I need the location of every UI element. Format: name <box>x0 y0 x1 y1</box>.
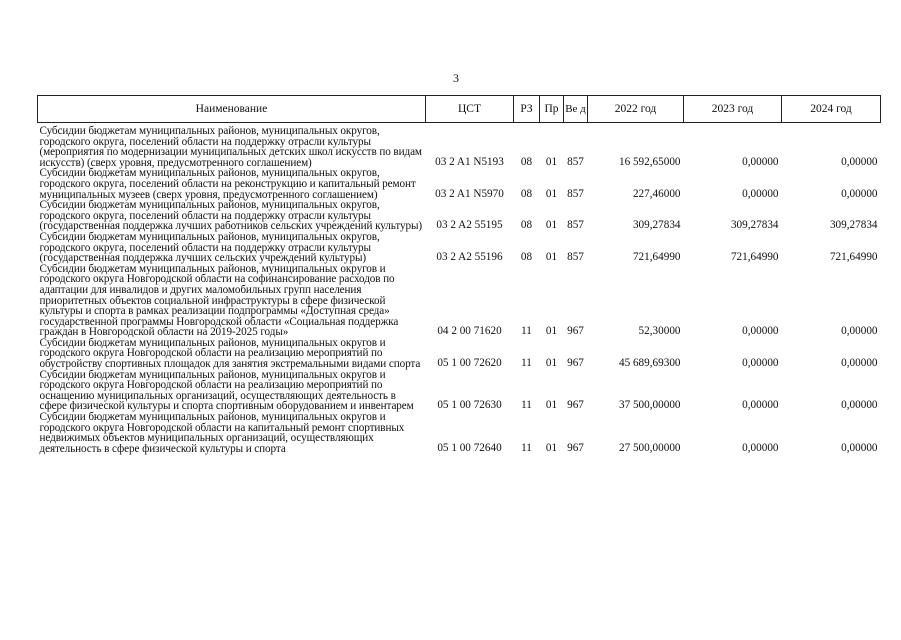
table-row <box>38 200 881 232</box>
row-rz: 08 <box>520 187 533 200</box>
table-row <box>38 338 881 370</box>
header-rz: РЗ <box>514 96 540 123</box>
row-cst: 03 2 A2 55196 <box>436 251 503 264</box>
row-rz: 08 <box>520 219 533 232</box>
row-name: Субсидии бюджетам муниципальных районов, муниципальных округов, городского округа, поселений области на поддержку отрасли культуры (государственная поддержка лучших работников сельских учреждений культуры) <box>39 199 423 233</box>
table-row <box>38 232 881 264</box>
row-2022: 27 500,00000 <box>618 441 681 454</box>
row-2023: 0,00000 <box>742 399 779 412</box>
row-pr: 01 <box>545 187 558 200</box>
row-rz: 11 <box>521 441 532 454</box>
row-2023: 0,00000 <box>742 441 779 454</box>
row-cst: 05 1 00 72630 <box>437 399 502 412</box>
row-cst: 05 1 00 72620 <box>437 357 502 370</box>
row-2023: 721,64990 <box>730 251 779 264</box>
row-pr: 01 <box>545 357 558 370</box>
row-pr: 01 <box>545 155 558 168</box>
table-row <box>38 168 881 200</box>
header-pr: Пр <box>540 96 564 123</box>
row-cst: 03 2 A1 N5193 <box>435 155 504 168</box>
row-2024: 0,00000 <box>841 357 878 370</box>
table-row <box>38 370 881 412</box>
row-cst: 05 1 00 72640 <box>437 441 502 454</box>
row-2022: 721,64990 <box>632 251 681 264</box>
page-number-text: 3 <box>453 71 459 85</box>
row-cst: 03 2 A2 55195 <box>436 219 503 232</box>
row-pr: 01 <box>545 399 558 412</box>
row-2023: 0,00000 <box>742 357 779 370</box>
row-2024: 309,27834 <box>829 219 878 232</box>
row-2024: 0,00000 <box>841 187 878 200</box>
header-name: Наименование <box>38 96 426 123</box>
table-row <box>38 264 881 338</box>
row-pr: 01 <box>545 219 558 232</box>
row-ved: 857 <box>567 251 584 264</box>
row-2023: 0,00000 <box>742 155 779 168</box>
header-2022: 2022 год <box>588 96 684 123</box>
row-ved: 857 <box>567 187 584 200</box>
row-2023: 0,00000 <box>742 325 779 338</box>
row-name: Субсидии бюджетам муниципальных районов, муниципальных округов и городского округа Новгородской области на реализацию мероприятий по оснащению муниципальных организаций, осуществляющих деятельность в сфере физической культуры и спорта спортивным оборудованием и инвентарем <box>39 368 414 413</box>
header-cst: ЦСТ <box>426 96 514 123</box>
row-name: Субсидии бюджетам муниципальных районов, муниципальных округов, городского округа, поселений области на поддержку отрасли культуры (государственная поддержка лучших сельских учреждений культуры) <box>39 230 380 265</box>
row-name: Субсидии бюджетам муниципальных районов, муниципальных округов и городского округа Новгородской области на реализацию мероприятий по обустройству спортивных площадок для занятия экстремальными видами спорта <box>39 336 421 371</box>
row-2024: 0,00000 <box>841 155 878 168</box>
row-2024: 0,00000 <box>841 399 878 412</box>
header-2024: 2024 год <box>782 96 881 123</box>
row-pr: 01 <box>545 325 558 338</box>
row-cst: 03 2 A1 N5970 <box>435 187 504 200</box>
row-2022: 309,27834 <box>632 219 681 232</box>
row-ved: 967 <box>567 441 584 454</box>
row-pr: 01 <box>545 251 558 264</box>
row-ved: 967 <box>567 325 584 338</box>
row-name: Субсидии бюджетам муниципальных районов, муниципальных округов, городского округа, поселений области на реконструкцию и капитальный ремонт муниципальных музеев (сверх уровня, предусмотренного соглашением) <box>39 167 416 201</box>
row-pr: 01 <box>545 441 558 454</box>
row-2024: 0,00000 <box>841 441 878 454</box>
row-ved: 857 <box>567 155 584 168</box>
row-2022: 227,46000 <box>632 187 681 200</box>
row-name: Субсидии бюджетам муниципальных районов, муниципальных округов, городского округа, поселений области на поддержку отрасли культуры (мероприятия по модернизации муниципальных детских школ искусств по видам искусств) (сверх уровня, предусмотренного соглашением) <box>39 125 422 169</box>
row-2023: 0,00000 <box>742 187 779 200</box>
row-cst: 04 2 00 71620 <box>437 325 502 338</box>
row-rz: 11 <box>521 357 532 370</box>
header-ved: Ве д <box>564 96 588 123</box>
row-ved: 967 <box>567 357 584 370</box>
row-name: Субсидии бюджетам муниципальных районов, муниципальных округов и городского округа Новгородской области на софинансирование расходов по адаптации для инвалидов и других маломобильных групп населения приоритетных объектов социальной инфраструктуры в сфере физической культуры и спорта в рамках реализации подпрограммы «Доступная среда» государственной программы Новгородской области «Социальная поддержка граждан в Новгородской области на 2019-2025 годы» <box>39 262 399 339</box>
row-rz: 08 <box>520 251 533 264</box>
row-rz: 11 <box>521 325 532 338</box>
table-row <box>38 123 881 169</box>
budget-table <box>37 95 881 454</box>
row-ved: 967 <box>567 399 584 412</box>
row-2024: 0,00000 <box>841 325 878 338</box>
row-2022: 37 500,00000 <box>618 399 681 412</box>
row-2022: 16 592,65000 <box>618 155 681 168</box>
row-rz: 08 <box>520 155 533 168</box>
row-2024: 721,64990 <box>829 251 878 264</box>
row-rz: 11 <box>521 399 532 412</box>
row-2022: 52,30000 <box>638 325 681 338</box>
row-name: Субсидии бюджетам муниципальных районов, муниципальных округов и городского округа Новгородской области на капитальный ремонт спортивных недвижимых объектов муниципальных организаций, осуществляющих деятельность в сфере физической культуры и спорта <box>39 411 405 455</box>
table-header-row <box>38 96 881 123</box>
table-row <box>38 412 881 454</box>
header-2023: 2023 год <box>684 96 782 123</box>
row-ved: 857 <box>567 219 584 232</box>
row-2023: 309,27834 <box>730 219 779 232</box>
row-2022: 45 689,69300 <box>618 357 681 370</box>
